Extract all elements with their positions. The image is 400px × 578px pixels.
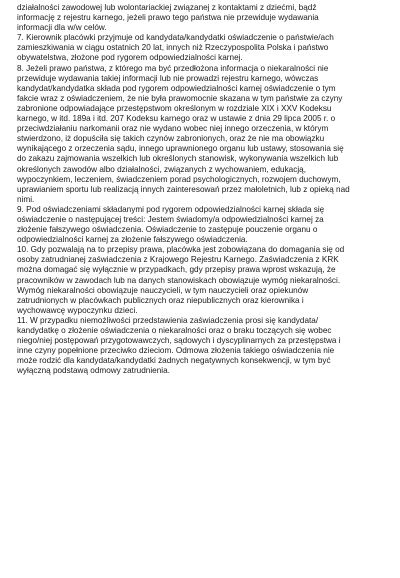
document-page xyxy=(17,3,389,376)
text-line: wychowawcę wypoczynku dzieci. xyxy=(17,305,138,315)
text-line: uprawianiem sportu lub realizacją innych zainteresowań przez małoletnich, lub z opieką nad xyxy=(17,184,350,194)
text-line: określonych zawodów albo działalności, związanych z wychowaniem, edukacją, xyxy=(17,164,306,174)
text-line: stwierdzono, iż dopuściła się takich czynów zabronionych, oraz że nie ma obowiązku xyxy=(17,134,325,144)
text-line: wyłączną podstawą odmowy zatrudnienia. xyxy=(17,366,170,376)
text-line: zamieszkiwania w ciągu ostatnich 20 lat, innych niż Rzeczypospolita Polska i państwo xyxy=(17,43,329,53)
text-line: kandydat/kandydatka składa pod rygorem odpowiedzialności karnej oświadczenie o tym xyxy=(17,83,336,93)
text-line: przewiduje wydawania takiej informacji lub nie prowadzi rejestru karnego, wówczas xyxy=(17,73,319,83)
text-line: pracowników w zawodach lub na danych stanowiskach obowiązuje wymóg niekaralności. xyxy=(17,275,341,285)
text-line: 11. W przypadku niemożliwości przedstawienia zaświadczenia prosi się kandydata/ xyxy=(17,315,319,325)
text-line: obywatelstwa, złożone pod rygorem odpowiedzialności karnej. xyxy=(17,53,243,63)
text-line: inne czyny popełnione przeciwko dzieciom. Odmowa złożenia takiego oświadczenia nie xyxy=(17,346,335,356)
text-line: Wymóg niekaralności obowiązuje nauczycieli, w tym nauczycieli oraz opiekunów xyxy=(17,285,309,295)
text-line: złożenie fałszywego oświadczenia. Oświadczenie to zastępuje pouczenie organu o xyxy=(17,225,318,235)
text-line: informację z rejestru karnego, jeżeli prawo tego państwa nie przewiduje wydawania xyxy=(17,13,319,23)
text-line: fakcie wraz z oświadczeniem, że nie była prawomocnie skazana w tym państwie za czyny xyxy=(17,93,343,103)
text-line: karnego, w itd. 189a i itd. 207 Kodeksu karnego oraz w ustawie z dnia 29 lipca 2005 r. o xyxy=(17,114,336,124)
text-line: nimi. xyxy=(17,194,35,204)
text-line: informacji dla w/w celów. xyxy=(17,23,107,33)
text-line: zatrudnionych w placówkach publicznych oraz niepublicznych oraz kierownika i xyxy=(17,295,304,305)
text-line: osoby zatrudnianej zaświadczenia z Krajowego Rejestru Karnego. Zaświadczenia z KRK xyxy=(17,255,339,265)
text-line: może rodzić dla kandydata/kandydatki żadnych negatywnych konsekwencji, w tym być xyxy=(17,356,331,366)
text-line: 10. Gdy pozwalają na to przepisy prawa, placówka jest zobowiązana do domagania się od xyxy=(17,245,345,255)
text-line: niego/niej postępowań przygotowawczych, sądowych i dyscyplinarnych za przestępstwa i xyxy=(17,336,341,346)
text-line: działalności zawodowej lub wolontariackiej związanej z kontaktami z dziećmi, bądź xyxy=(17,3,317,12)
text-line: wypoczynkiem, leczeniem, świadczeniem porad psychologicznych, rozwojem duchowym, xyxy=(17,174,341,184)
text-line: kandydatkę o złożenie oświadczenia o niekaralności oraz o braku toczących się wobec xyxy=(17,326,332,335)
text-line: zabronione odpowiadające przestępstwom określonym w rozdziale XIX i XXV Kodeksu xyxy=(17,103,332,113)
text-line: przeciwdziałaniu narkomanii oraz nie wydano wobec niej innego orzeczenia, w którym xyxy=(17,124,329,134)
text-line: wynikającego z orzeczenia sądu, innego uprawnionego organu lub ustawy, stosowania się xyxy=(17,144,344,154)
text-line: można domagać się wyłącznie w przypadkach, gdy przepisy prawa wprost wskazują, że xyxy=(17,265,336,275)
text-line: 7. Kierownik placówki przyjmuje od kandydata/kandydatki oświadczenie o państwie/ach xyxy=(17,33,334,43)
text-line: oświadczenie o następującej treści: Jestem świadomy/a odpowiedzialności karnej za xyxy=(17,214,324,224)
text-line: 8. Jeżeli prawo państwa, z którego ma być przedłożona informacja o niekaralności nie xyxy=(17,63,329,73)
text-line: do zakazu zajmowania wszelkich lub określonych stanowisk, wykonywania wszelkich lub xyxy=(17,154,339,164)
text-line: 9. Pod oświadczeniami składanymi pod rygorem odpowiedzialności karnej składa się xyxy=(17,204,325,214)
text-line: odpowiedzialności karnej za złożenie fałszywego oświadczenia. xyxy=(17,235,248,245)
